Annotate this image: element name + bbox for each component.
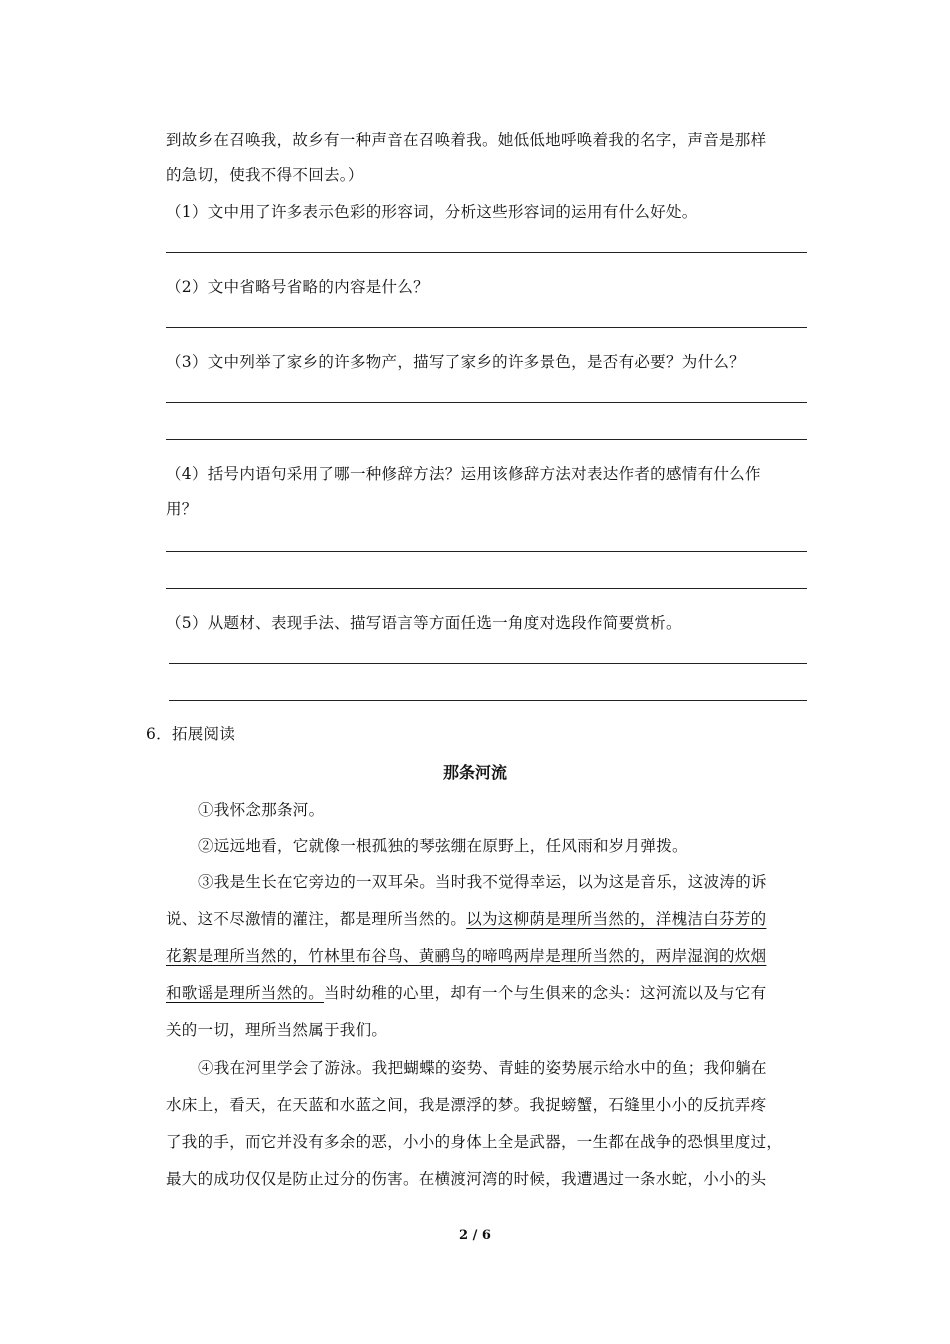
paragraph-4-line: 最大的成功仅仅是防止过分的伤害。在横渡河湾的时候，我遭遇过一条水蛇，小小的头	[166, 1170, 767, 1188]
answer-line[interactable]	[166, 402, 807, 403]
answer-line[interactable]	[169, 663, 807, 664]
paragraph-3-line: 关的一切，理所当然属于我们。	[166, 1021, 388, 1039]
passage-line: 的急切，使我不得不回去。）	[166, 166, 364, 184]
paragraph-3-line: ③我是生长在它旁边的一双耳朵。当时我不觉得幸运，以为这是音乐，这波涛的诉	[198, 873, 767, 891]
underlined-text: 和歌谣是理所当然的。	[166, 984, 325, 1002]
underlined-text: 以为这柳荫是理所当然的，洋槐洁白芬芳的	[466, 910, 767, 928]
page-number: 2 / 6	[459, 1228, 491, 1243]
passage-line: 到故乡在召唤我，故乡有一种声音在召唤着我。她低低地呼唤着我的名字，声音是那样	[166, 131, 767, 149]
answer-line[interactable]	[169, 700, 807, 701]
question-3: （3）文中列举了家乡的许多物产，描写了家乡的许多景色，是否有必要？为什么？	[166, 353, 745, 371]
question-1: （1）文中用了许多表示色彩的形容词，分析这些形容词的运用有什么好处。	[166, 203, 698, 221]
answer-line[interactable]	[166, 252, 807, 253]
text-run: 说、这不尽激情的灌注，都是理所当然的。	[166, 910, 467, 928]
reading-title: 那条河流	[442, 763, 507, 782]
paragraph-3-line	[166, 981, 811, 1003]
question-4-line-2: 用？	[166, 500, 198, 518]
paragraph-4-line: 了我的手，而它并没有多余的恶，小小的身体上全是武器，一生都在战争的恐惧里度过，	[166, 1133, 783, 1151]
paragraph-3-line	[166, 944, 811, 966]
answer-line[interactable]	[166, 327, 807, 328]
underlined-text: 花絮是理所当然的，竹林里布谷鸟、黄鹂鸟的啼鸣两岸是理所当然的，两岸湿润的炊烟	[166, 947, 767, 965]
question-5: （5）从题材、表现手法、描写语言等方面任选一角度对选段作简要赏析。	[166, 614, 682, 632]
text-run: 当时幼稚的心里，却有一个与生俱来的念头：这河流以及与它有	[324, 984, 767, 1002]
question-4-line-1: （4）括号内语句采用了哪一种修辞方法？运用该修辞方法对表达作者的感情有什么作	[166, 465, 761, 483]
paragraph-4-line: ④我在河里学会了游泳。我把蝴蝶的姿势、青蛙的姿势展示给水中的鱼；我仰躺在	[198, 1059, 767, 1077]
paragraph-4-line: 水床上，看天，在天蓝和水蓝之间，我是漂浮的梦。我捉螃蟹，石缝里小小的反抗弄疼	[166, 1096, 767, 1114]
answer-line[interactable]	[166, 588, 807, 589]
question-2: （2）文中省略号省略的内容是什么？	[166, 278, 429, 296]
paragraph-3-line	[166, 907, 811, 929]
paragraph-1: ①我怀念那条河。	[198, 801, 325, 819]
answer-line[interactable]	[166, 551, 807, 552]
section-heading: 6．拓展阅读	[146, 725, 236, 743]
answer-line[interactable]	[166, 439, 807, 440]
paragraph-2: ②远远地看，它就像一根孤独的琴弦绷在原野上，任风雨和岁月弹拨。	[198, 837, 688, 855]
